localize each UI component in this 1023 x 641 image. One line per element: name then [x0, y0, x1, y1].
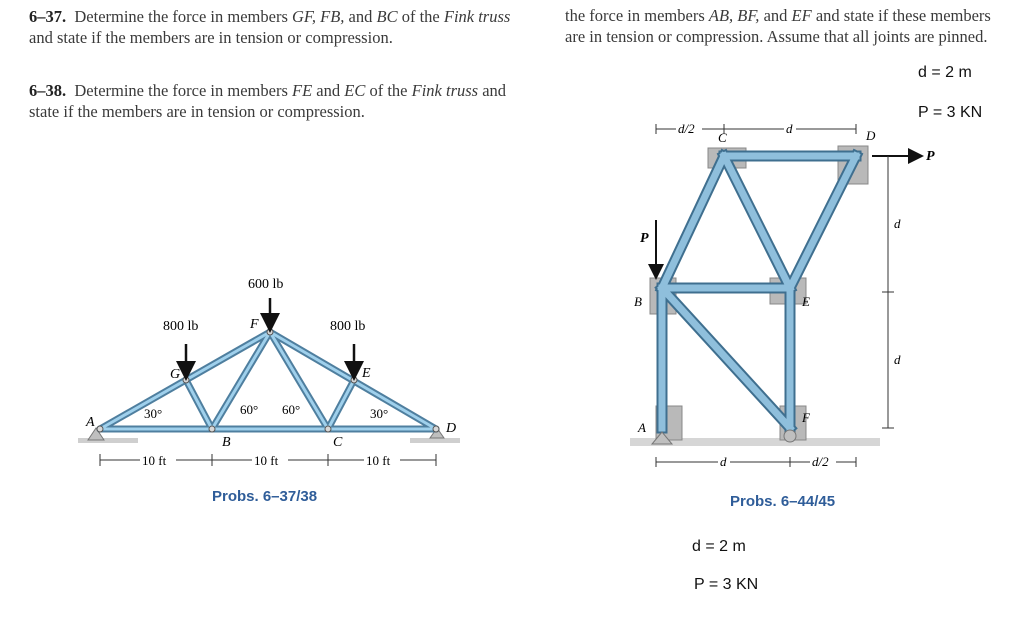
p644-text-b: and: [759, 6, 792, 25]
ground-left: [78, 438, 138, 443]
given-d-bottom: d = 2 m: [692, 538, 746, 555]
frame-caption: Probs. 6–44/45: [730, 493, 836, 510]
frame-label-a: A: [638, 420, 646, 435]
label-e: E: [362, 366, 371, 381]
p637-text-d: and state if the members are in tension or compression.: [29, 28, 393, 47]
joint-e-pin: [351, 377, 357, 383]
dim-bc: 10 ft: [254, 453, 279, 468]
frame-label-e: E: [802, 294, 810, 309]
fink-caption: Probs. 6–37/38: [212, 488, 318, 505]
frame-truss-diagram: [620, 110, 980, 480]
frame-label-b: B: [634, 294, 642, 309]
dim-top-full: d: [786, 121, 793, 136]
problem-6-38-number: 6–38.: [29, 81, 67, 100]
problem-6-44-text: [565, 5, 1010, 47]
p644-text-c: and state if these members are in tension or compression. Assume that all joints are pinned.: [565, 6, 991, 46]
p638-var-ec: EC: [344, 81, 366, 100]
joint-d-pin: [433, 426, 439, 432]
frame-label-d: D: [866, 128, 876, 143]
load-label-p-left: P: [640, 231, 649, 246]
label-a: A: [86, 415, 95, 430]
p644-vars: AB, BF,: [708, 6, 760, 25]
p638-text-b: and: [312, 81, 345, 100]
label-d: D: [446, 421, 457, 436]
p638-text-a: Determine the force in members: [74, 81, 292, 100]
dim-right-upper: d: [894, 216, 901, 231]
label-c: C: [333, 435, 343, 450]
dim-right-lower: d: [894, 352, 901, 367]
joint-b-pin: [209, 426, 215, 432]
angle-mid-right: 60°: [282, 402, 301, 417]
load-label-left: 800 lb: [163, 319, 199, 334]
p638-truss: Fink truss: [411, 81, 479, 100]
p637-vars: GF, FB,: [292, 7, 345, 26]
label-b: B: [222, 435, 231, 450]
problem-6-37-number: 6–37.: [29, 7, 67, 26]
p637-text-a: Determine the force in members: [74, 7, 292, 26]
ground-right: [410, 438, 460, 443]
fink-truss-diagram: [0, 270, 520, 500]
p638-text-d: and state if the members are in tension or compression.: [29, 81, 507, 121]
p638-text-c: of the: [365, 81, 412, 100]
load-label-right: 800 lb: [330, 319, 366, 334]
dim-cd: 10 ft: [366, 453, 391, 468]
joint-f-pin: [267, 329, 273, 335]
angle-mid-left: 60°: [240, 402, 259, 417]
joint-a-pin: [97, 426, 103, 432]
support-f-roller: [784, 430, 796, 442]
frame-label-c: C: [718, 130, 727, 145]
dim-top-half: d/2: [678, 121, 695, 136]
dim-bottom-full: d: [720, 454, 727, 469]
frame-label-f: F: [802, 410, 810, 425]
p644-var-ef: EF: [791, 6, 812, 25]
p637-text-c: of the: [397, 7, 444, 26]
load-label-p-right: P: [926, 149, 935, 164]
dim-ab: 10 ft: [142, 453, 167, 468]
given-p-bottom: P = 3 KN: [694, 576, 759, 593]
p638-vars: FE: [292, 81, 313, 100]
p637-text-b: and: [344, 7, 377, 26]
problem-6-37-text: [29, 6, 519, 48]
p637-truss: Fink truss: [443, 7, 511, 26]
p644-text-a: the force in members: [565, 6, 709, 25]
joint-g-pin: [183, 377, 189, 383]
label-f: F: [250, 317, 259, 332]
label-g: G: [170, 367, 181, 382]
dim-bottom-half: d/2: [812, 454, 829, 469]
given-d-top: d = 2 m: [918, 64, 972, 81]
angle-right: 30°: [370, 406, 389, 421]
joint-c-pin: [325, 426, 331, 432]
angle-left: 30°: [144, 406, 163, 421]
given-p-top: P = 3 KN: [918, 104, 983, 121]
problem-6-38-text: [29, 80, 519, 122]
load-label-top: 600 lb: [248, 277, 284, 292]
p637-var-bc: BC: [376, 7, 398, 26]
